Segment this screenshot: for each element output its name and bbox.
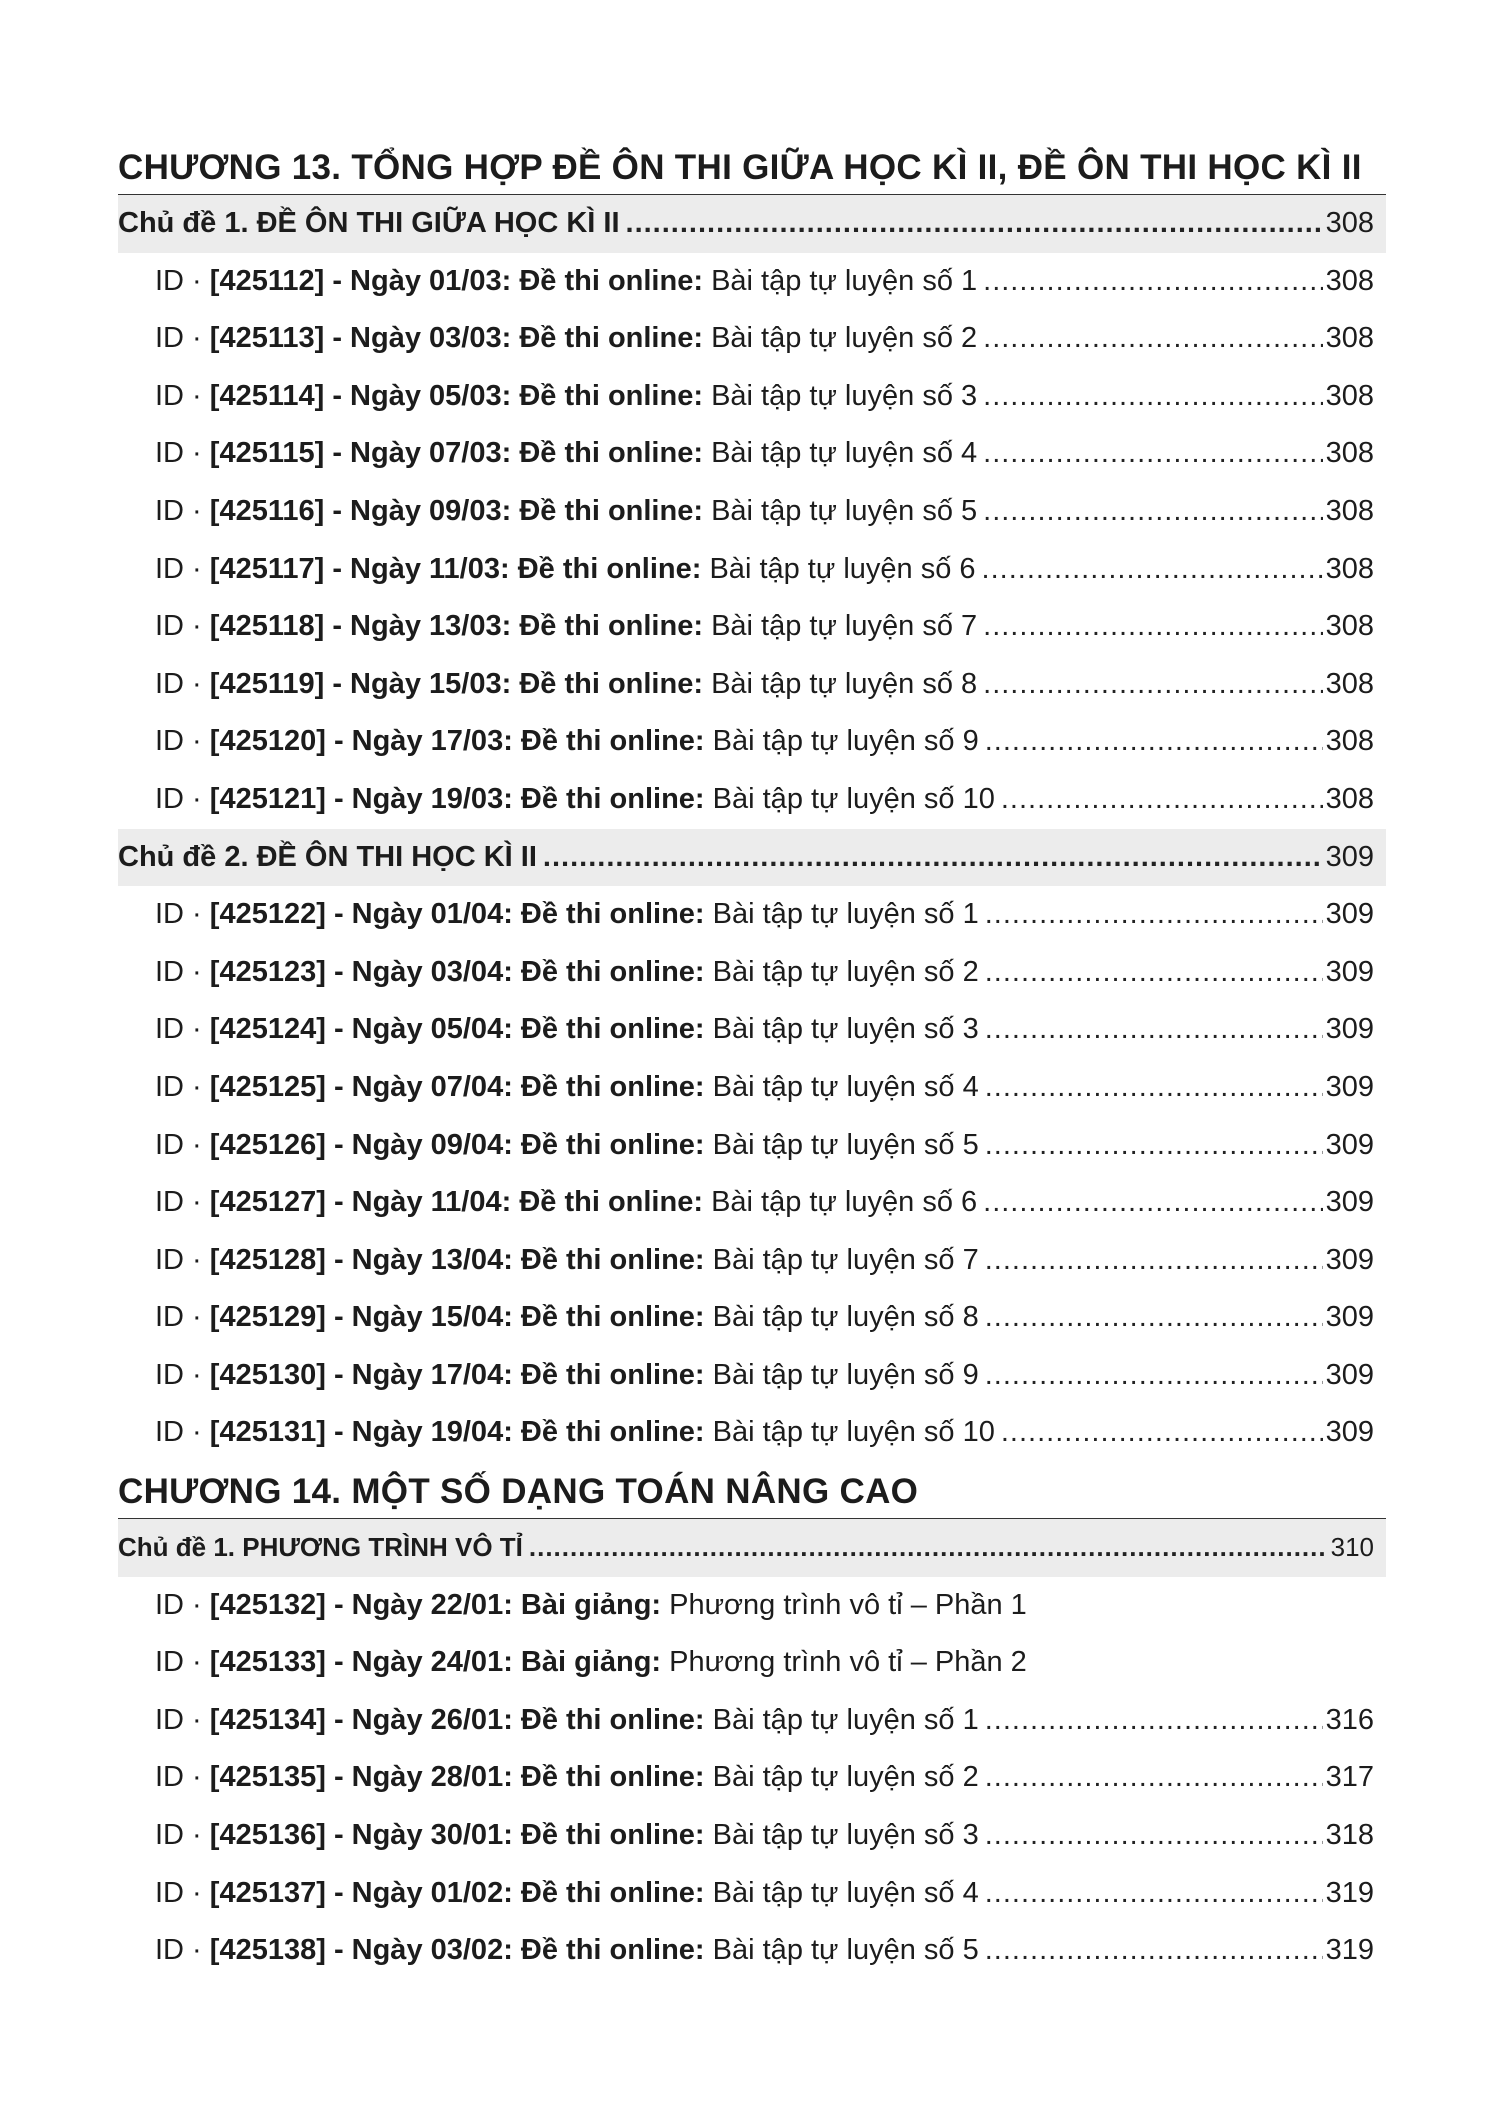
id-prefix: ID · [155,1301,202,1334]
page-number: 308 [1325,725,1374,758]
page-number: 309 [1325,1128,1374,1161]
entry-type: Đề thi online: [520,1934,705,1967]
entry-title: Bài tập tự luyện số 2 [712,1761,979,1794]
entry-id: [425131] [209,1416,326,1449]
dot-leader [983,368,1322,426]
toc-entry[interactable] [118,1865,1386,1923]
page-number: 308 [1325,494,1374,527]
toc-entry[interactable] [118,1692,1386,1750]
entry-title: Bài tập tự luyện số 2 [711,322,978,355]
entry-type: Đề thi online: [520,1243,705,1276]
entry-id: [425119] [209,667,325,700]
page-number: 309 [1325,1301,1374,1334]
dot-leader [985,1692,1323,1750]
entry-type: Đề thi online: [519,610,703,643]
page-number: 308 [1325,552,1374,585]
id-prefix: ID · [155,437,202,470]
id-prefix: ID · [155,264,202,297]
entry-id: [425136] [209,1819,326,1852]
dot-leader [1001,1404,1323,1462]
page-number: 308 [1325,437,1374,470]
entry-type: Đề thi online: [520,1703,705,1736]
dot-leader [985,1865,1323,1923]
entry-title: Bài tập tự luyện số 2 [712,955,979,988]
dot-leader [983,656,1322,714]
dot-leader [983,425,1322,483]
entry-id: [425134] [209,1703,326,1736]
entry-type: Đề thi online: [520,898,705,931]
page-number: 309 [1325,1416,1374,1449]
entry-date: - Ngày 13/03: [332,610,512,643]
entry-id: [425112] [209,264,325,297]
entry-title: Bài tập tự luyện số 6 [711,1186,978,1219]
page-number: 308 [1325,782,1374,815]
entry-title: Bài tập tự luyện số 4 [711,437,978,470]
dot-leader [626,195,1323,253]
entry-date: - Ngày 13/04: [333,1243,513,1276]
entry-date: - Ngày 19/04: [333,1416,513,1449]
entry-date: - Ngày 15/04: [333,1301,513,1334]
entry-type: Bài giảng: [520,1646,662,1679]
page-number: 308 [1325,379,1374,412]
entry-title: Bài tập tự luyện số 9 [712,725,979,758]
entry-date: - Ngày 19/03: [333,782,513,815]
entry-date: - Ngày 01/04: [333,898,513,931]
dot-leader [983,598,1322,656]
entry-date: - Ngày 05/04: [333,1013,513,1046]
entry-title: Bài tập tự luyện số 9 [712,1358,979,1391]
id-prefix: ID · [155,1013,202,1046]
id-prefix: ID · [155,667,202,700]
page-number: 318 [1325,1819,1374,1852]
page-number: 310 [1330,1532,1374,1563]
toc-entry[interactable] [118,771,1386,829]
id-prefix: ID · [155,1358,202,1391]
toc-entry[interactable] [118,253,1386,311]
entry-date: - Ngày 05/03: [332,379,512,412]
table-of-contents [118,138,1386,1980]
entry-date: - Ngày 24/01: [333,1646,513,1679]
topic-title: Chủ đề 1. ĐỀ ÔN THI GIỮA HỌC KÌ II [118,207,620,239]
toc-entry[interactable] [118,713,1386,771]
entry-id: [425122] [209,898,326,931]
id-prefix: ID · [155,494,202,527]
entry-id: [425115] [209,437,325,470]
toc-entry[interactable] [118,1634,1386,1692]
entry-type: Đề thi online: [520,725,705,758]
page-number: 309 [1325,898,1374,931]
entry-type: Đề thi online: [517,552,702,585]
page-number: 308 [1325,667,1374,700]
dot-leader [983,253,1322,311]
page-number: 316 [1325,1703,1374,1736]
toc-entry[interactable] [118,1347,1386,1405]
entry-title: Bài tập tự luyện số 5 [712,1128,979,1161]
id-prefix: ID · [155,1416,202,1449]
id-prefix: ID · [155,552,202,585]
page-number: 308 [1325,207,1374,239]
dot-leader [985,1807,1323,1865]
entry-date: - Ngày 09/04: [333,1128,513,1161]
entry-title: Bài tập tự luyện số 10 [712,1416,995,1449]
entry-type: Đề thi online: [519,322,703,355]
entry-id: [425126] [209,1128,326,1161]
entry-id: [425113] [209,322,325,355]
entry-id: [425117] [209,552,325,585]
entry-id: [425132] [209,1588,326,1621]
toc-entry[interactable] [118,310,1386,368]
entry-type: Đề thi online: [520,1013,705,1046]
toc-entry[interactable] [118,944,1386,1002]
entry-id: [425116] [209,494,325,527]
entry-id: [425127] [209,1186,326,1219]
toc-entry[interactable] [118,1289,1386,1347]
entry-type: Đề thi online: [520,955,705,988]
chapter-heading: CHƯƠNG 13. TỔNG HỢP ĐỀ ÔN THI GIỮA HỌC KÌ II, ĐỀ ÔN THI HỌC KÌ II [118,138,1386,195]
toc-entry[interactable] [118,1749,1386,1807]
id-prefix: ID · [155,1876,202,1909]
entry-title: Bài tập tự luyện số 4 [712,1070,979,1103]
entry-date: - Ngày 01/03: [332,264,512,297]
entry-type: Đề thi online: [519,437,703,470]
entry-date: - Ngày 11/04: [333,1186,512,1219]
topic-row[interactable] [118,1519,1386,1577]
dot-leader [985,944,1323,1002]
entry-id: [425114] [209,379,325,412]
toc-entry[interactable] [118,1232,1386,1290]
page-number: 319 [1325,1934,1374,1967]
dot-leader [985,1232,1323,1290]
entry-title: Bài tập tự luyện số 7 [712,1243,979,1276]
entry-title: Bài tập tự luyện số 6 [709,552,976,585]
id-prefix: ID · [155,1588,202,1621]
entry-title: Bài tập tự luyện số 3 [712,1013,979,1046]
id-prefix: ID · [155,1070,202,1103]
entry-type: Đề thi online: [520,1070,705,1103]
id-prefix: ID · [155,1243,202,1276]
toc-entry[interactable] [118,598,1386,656]
toc-entry[interactable] [118,1577,1386,1635]
entry-title: Bài tập tự luyện số 3 [712,1819,979,1852]
entry-date: - Ngày 30/01: [333,1819,513,1852]
page-number: 309 [1325,1013,1374,1046]
entry-type: Đề thi online: [519,494,703,527]
page-number: 317 [1325,1761,1374,1794]
toc-entry[interactable] [118,886,1386,944]
page-number: 309 [1325,1358,1374,1391]
entry-id: [425129] [209,1301,326,1334]
toc-entry[interactable] [118,1174,1386,1232]
dot-leader [985,1001,1323,1059]
page-number: 309 [1325,1243,1374,1276]
toc-entry[interactable] [118,541,1386,599]
id-prefix: ID · [155,725,202,758]
entry-date: - Ngày 17/04: [333,1358,513,1391]
topic-title: Chủ đề 2. ĐỀ ÔN THI HỌC KÌ II [118,840,537,873]
entry-date: - Ngày 07/03: [332,437,512,470]
id-prefix: ID · [155,782,202,815]
page-number: 309 [1325,1070,1374,1103]
dot-leader [985,1117,1323,1175]
entry-id: [425120] [209,725,326,758]
topic-row[interactable] [118,195,1386,253]
entry-id: [425130] [209,1358,326,1391]
entry-title: Bài tập tự luyện số 8 [712,1301,979,1334]
toc-entry[interactable] [118,656,1386,714]
toc-entry[interactable] [118,368,1386,426]
toc-entry[interactable] [118,483,1386,541]
dot-leader [543,829,1323,887]
entry-id: [425123] [209,955,326,988]
entry-type: Đề thi online: [520,1876,705,1909]
dot-leader [985,1059,1323,1117]
id-prefix: ID · [155,898,202,931]
dot-leader [985,1289,1323,1347]
entry-type: Đề thi online: [520,1819,705,1852]
id-prefix: ID · [155,610,202,643]
toc-entry[interactable] [118,1059,1386,1117]
entry-title: Phương trình vô tỉ – Phần 1 [669,1588,1027,1621]
entry-title: Bài tập tự luyện số 4 [712,1876,979,1909]
entry-type: Đề thi online: [520,1761,705,1794]
id-prefix: ID · [155,1819,202,1852]
id-prefix: ID · [155,1128,202,1161]
entry-id: [425137] [209,1876,326,1909]
topic-row[interactable] [118,829,1386,887]
entry-id: [425118] [209,610,325,643]
entry-id: [425124] [209,1013,326,1046]
dot-leader [985,1922,1323,1980]
toc-entry[interactable] [118,1001,1386,1059]
toc-entry[interactable] [118,1922,1386,1980]
toc-entry[interactable] [118,1404,1386,1462]
entry-date: - Ngày 01/02: [333,1876,513,1909]
entry-date: - Ngày 07/04: [333,1070,513,1103]
toc-entry[interactable] [118,425,1386,483]
entry-id: [425121] [209,782,326,815]
entry-id: [425125] [209,1070,326,1103]
dot-leader [982,541,1323,599]
id-prefix: ID · [155,379,202,412]
entry-title: Bài tập tự luyện số 5 [712,1934,979,1967]
entry-date: - Ngày 17/03: [333,725,513,758]
entry-type: Đề thi online: [520,1301,705,1334]
entry-date: - Ngày 03/04: [333,955,513,988]
entry-title: Phương trình vô tỉ – Phần 2 [669,1646,1027,1679]
entry-date: - Ngày 15/03: [332,667,512,700]
id-prefix: ID · [155,955,202,988]
page-number: 308 [1325,610,1374,643]
dot-leader [985,713,1323,771]
entry-type: Đề thi online: [520,1416,705,1449]
chapter-heading: CHƯƠNG 14. MỘT SỐ DẠNG TOÁN NÂNG CAO [118,1462,1386,1519]
page-number: 308 [1325,264,1374,297]
entry-type: Đề thi online: [520,1128,705,1161]
entry-type: Đề thi online: [520,1358,705,1391]
page-number: 319 [1325,1876,1374,1909]
entry-type: Đề thi online: [519,667,703,700]
entry-date: - Ngày 11/03: [332,552,510,585]
entry-id: [425135] [209,1761,326,1794]
id-prefix: ID · [155,1934,202,1967]
id-prefix: ID · [155,1646,202,1679]
toc-entry[interactable] [118,1117,1386,1175]
id-prefix: ID · [155,1761,202,1794]
id-prefix: ID · [155,322,202,355]
id-prefix: ID · [155,1186,202,1219]
id-prefix: ID · [155,1703,202,1736]
entry-title: Bài tập tự luyện số 10 [712,782,995,815]
dot-leader [983,483,1322,541]
entry-type: Đề thi online: [520,782,705,815]
dot-leader [983,310,1322,368]
entry-id: [425128] [209,1243,326,1276]
dot-leader [985,1347,1323,1405]
entry-type: Đề thi online: [519,1186,703,1219]
entry-date: - Ngày 26/01: [333,1703,513,1736]
entry-title: Bài tập tự luyện số 7 [711,610,978,643]
page-number: 309 [1325,1186,1374,1219]
entry-type: Bài giảng: [520,1588,662,1621]
entry-date: - Ngày 03/02: [333,1934,513,1967]
entry-title: Bài tập tự luyện số 1 [712,1703,979,1736]
entry-title: Bài tập tự luyện số 5 [711,494,978,527]
dot-leader [985,1749,1323,1807]
toc-entry[interactable] [118,1807,1386,1865]
dot-leader [985,886,1323,944]
entry-date: - Ngày 22/01: [333,1588,513,1621]
dot-leader [983,1174,1322,1232]
entry-type: Đề thi online: [519,264,703,297]
entry-title: Bài tập tự luyện số 1 [711,264,978,297]
topic-title: Chủ đề 1. PHƯƠNG TRÌNH VÔ TỈ [118,1532,523,1563]
page-number: 309 [1325,955,1374,988]
entry-id: [425133] [209,1646,326,1679]
entry-title: Bài tập tự luyện số 1 [712,898,979,931]
entry-date: - Ngày 28/01: [333,1761,513,1794]
entry-date: - Ngày 09/03: [332,494,512,527]
entry-date: - Ngày 03/03: [332,322,512,355]
entry-type: Đề thi online: [519,379,703,412]
dot-leader [529,1519,1328,1577]
page-number: 308 [1325,322,1374,355]
entry-title: Bài tập tự luyện số 8 [711,667,978,700]
page-number: 309 [1325,840,1374,873]
entry-title: Bài tập tự luyện số 3 [711,379,978,412]
dot-leader [1001,771,1323,829]
entry-id: [425138] [209,1934,326,1967]
